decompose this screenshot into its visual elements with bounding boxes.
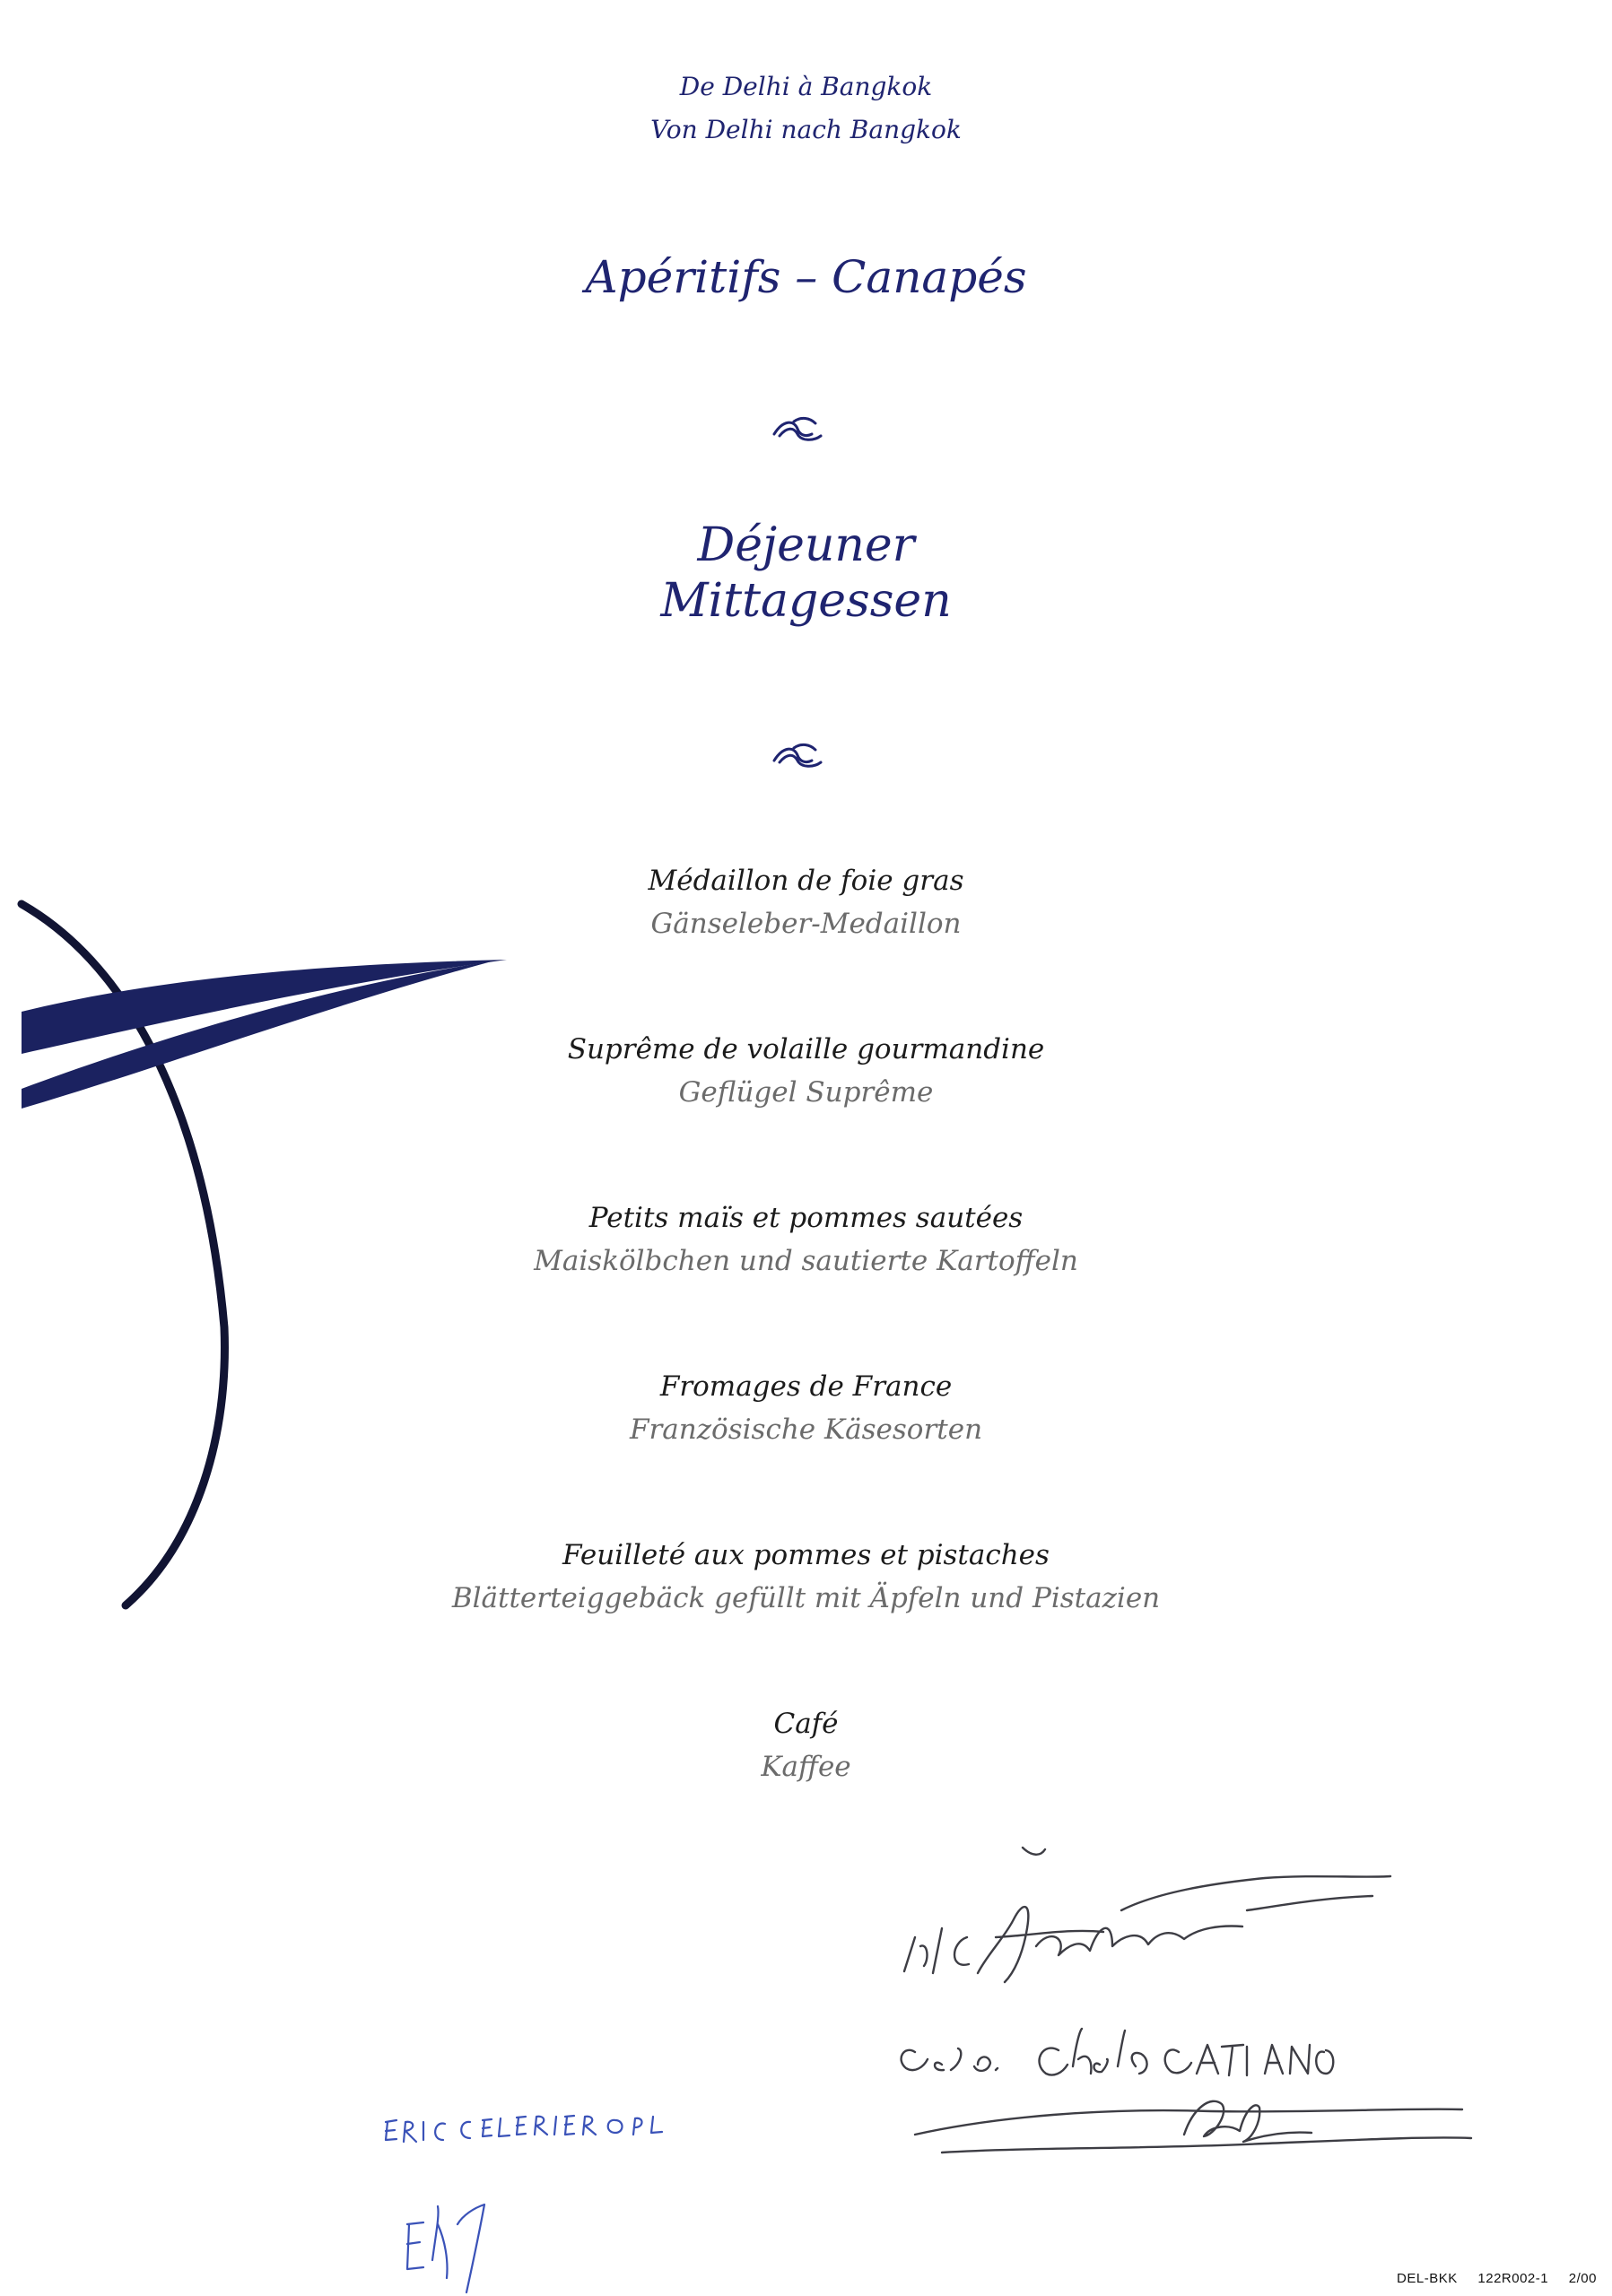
dish-name-french: Suprême de volaille gourmandine: [567, 1033, 1045, 1065]
dish-name-german: Geflügel Suprême: [678, 1076, 934, 1109]
dish-name-french: Petits maïs et pommes sautées: [588, 1202, 1024, 1234]
dish-item: [0, 1534, 1612, 1620]
dish-name-french: Café: [773, 1708, 839, 1740]
dish-name-french: Médaillon de foie gras: [648, 865, 964, 897]
dish-name-french: Fromages de France: [659, 1370, 953, 1403]
dish-name-german: Maiskölbchen und sautierte Kartoffeln: [534, 1245, 1078, 1277]
dish-name-german: Blätterteiggebäck gefüllt mit Äpfeln und Pistazien: [451, 1582, 1161, 1614]
dish-item: [0, 1028, 1612, 1114]
meal-title-german: Mittagessen: [660, 574, 952, 628]
footer-date: 2/00: [1568, 2271, 1597, 2286]
wave-ornament-icon: [771, 741, 824, 771]
dish-name-french: Feuilleté aux pommes et pistaches: [562, 1539, 1050, 1571]
footer-code: [1301, 2271, 1597, 2286]
wave-ornament-icon: [771, 414, 824, 445]
dish-name-german: Französische Käsesorten: [629, 1413, 983, 1446]
captain-signature: [888, 1839, 1588, 2179]
officer-signature: [377, 2090, 718, 2296]
meal-title-french: Déjeuner: [697, 518, 915, 572]
dish-item: [0, 1702, 1612, 1788]
route-french: De Delhi à Bangkok: [679, 72, 933, 101]
aperitifs-heading: Apéritifs – Canapés: [585, 251, 1027, 303]
dish-item: [0, 1365, 1612, 1451]
footer-menu-code: 122R002-1: [1477, 2271, 1549, 2286]
dish-name-german: Kaffee: [761, 1751, 851, 1783]
dish-name-german: Gänseleber-Medaillon: [650, 908, 962, 940]
route-german: Von Delhi nach Bangkok: [650, 115, 962, 144]
dish-item: [0, 1196, 1612, 1283]
dish-item: [0, 859, 1612, 945]
footer-route-code: DEL-BKK: [1397, 2271, 1458, 2286]
